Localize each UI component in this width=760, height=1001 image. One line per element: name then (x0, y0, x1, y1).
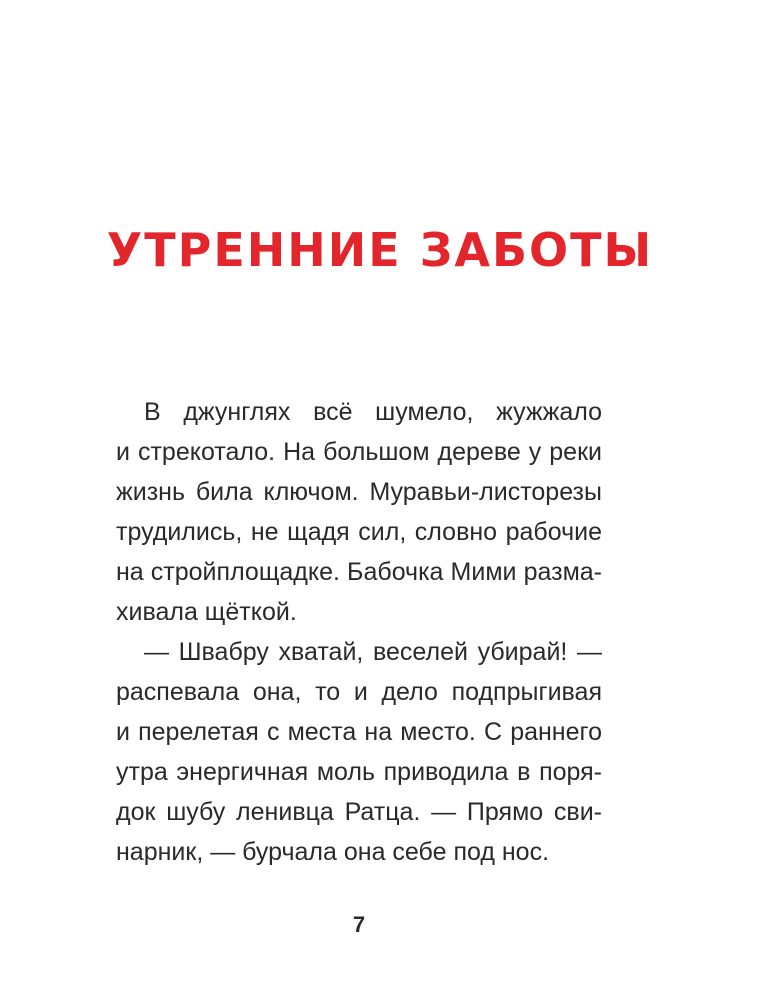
text-line: трудились, не щадя сил, словно рабочие (116, 518, 602, 546)
text-line: распевала она, то и дело подпрыгивая (116, 678, 602, 706)
text-line: и перелетая с места на место. С раннего (116, 718, 602, 746)
text-line: док шубу ленивца Ратца. — Прямо сви- (116, 798, 602, 826)
body-text (116, 392, 602, 872)
text-line: нарник, — бурчала она себе под нос. (116, 838, 550, 866)
text-line: жизнь била ключом. Муравьи-листорезы (116, 478, 602, 506)
text-line: — Швабру хватай, веселей убирай! — (144, 638, 602, 666)
text-line: В джунглях всё шумело, жужжало (144, 398, 602, 426)
text-line: хивала щёткой. (116, 598, 297, 626)
text-line: и стрекотало. На большом дереве у реки (116, 438, 602, 466)
text-line: на стройплощадке. Бабочка Мими разма- (116, 558, 602, 586)
page-number: 7 (352, 912, 366, 937)
chapter-title: УТРЕННИЕ ЗАБОТЫ (106, 223, 654, 277)
text-line: утра энергичная моль приводила в поря- (116, 758, 602, 786)
